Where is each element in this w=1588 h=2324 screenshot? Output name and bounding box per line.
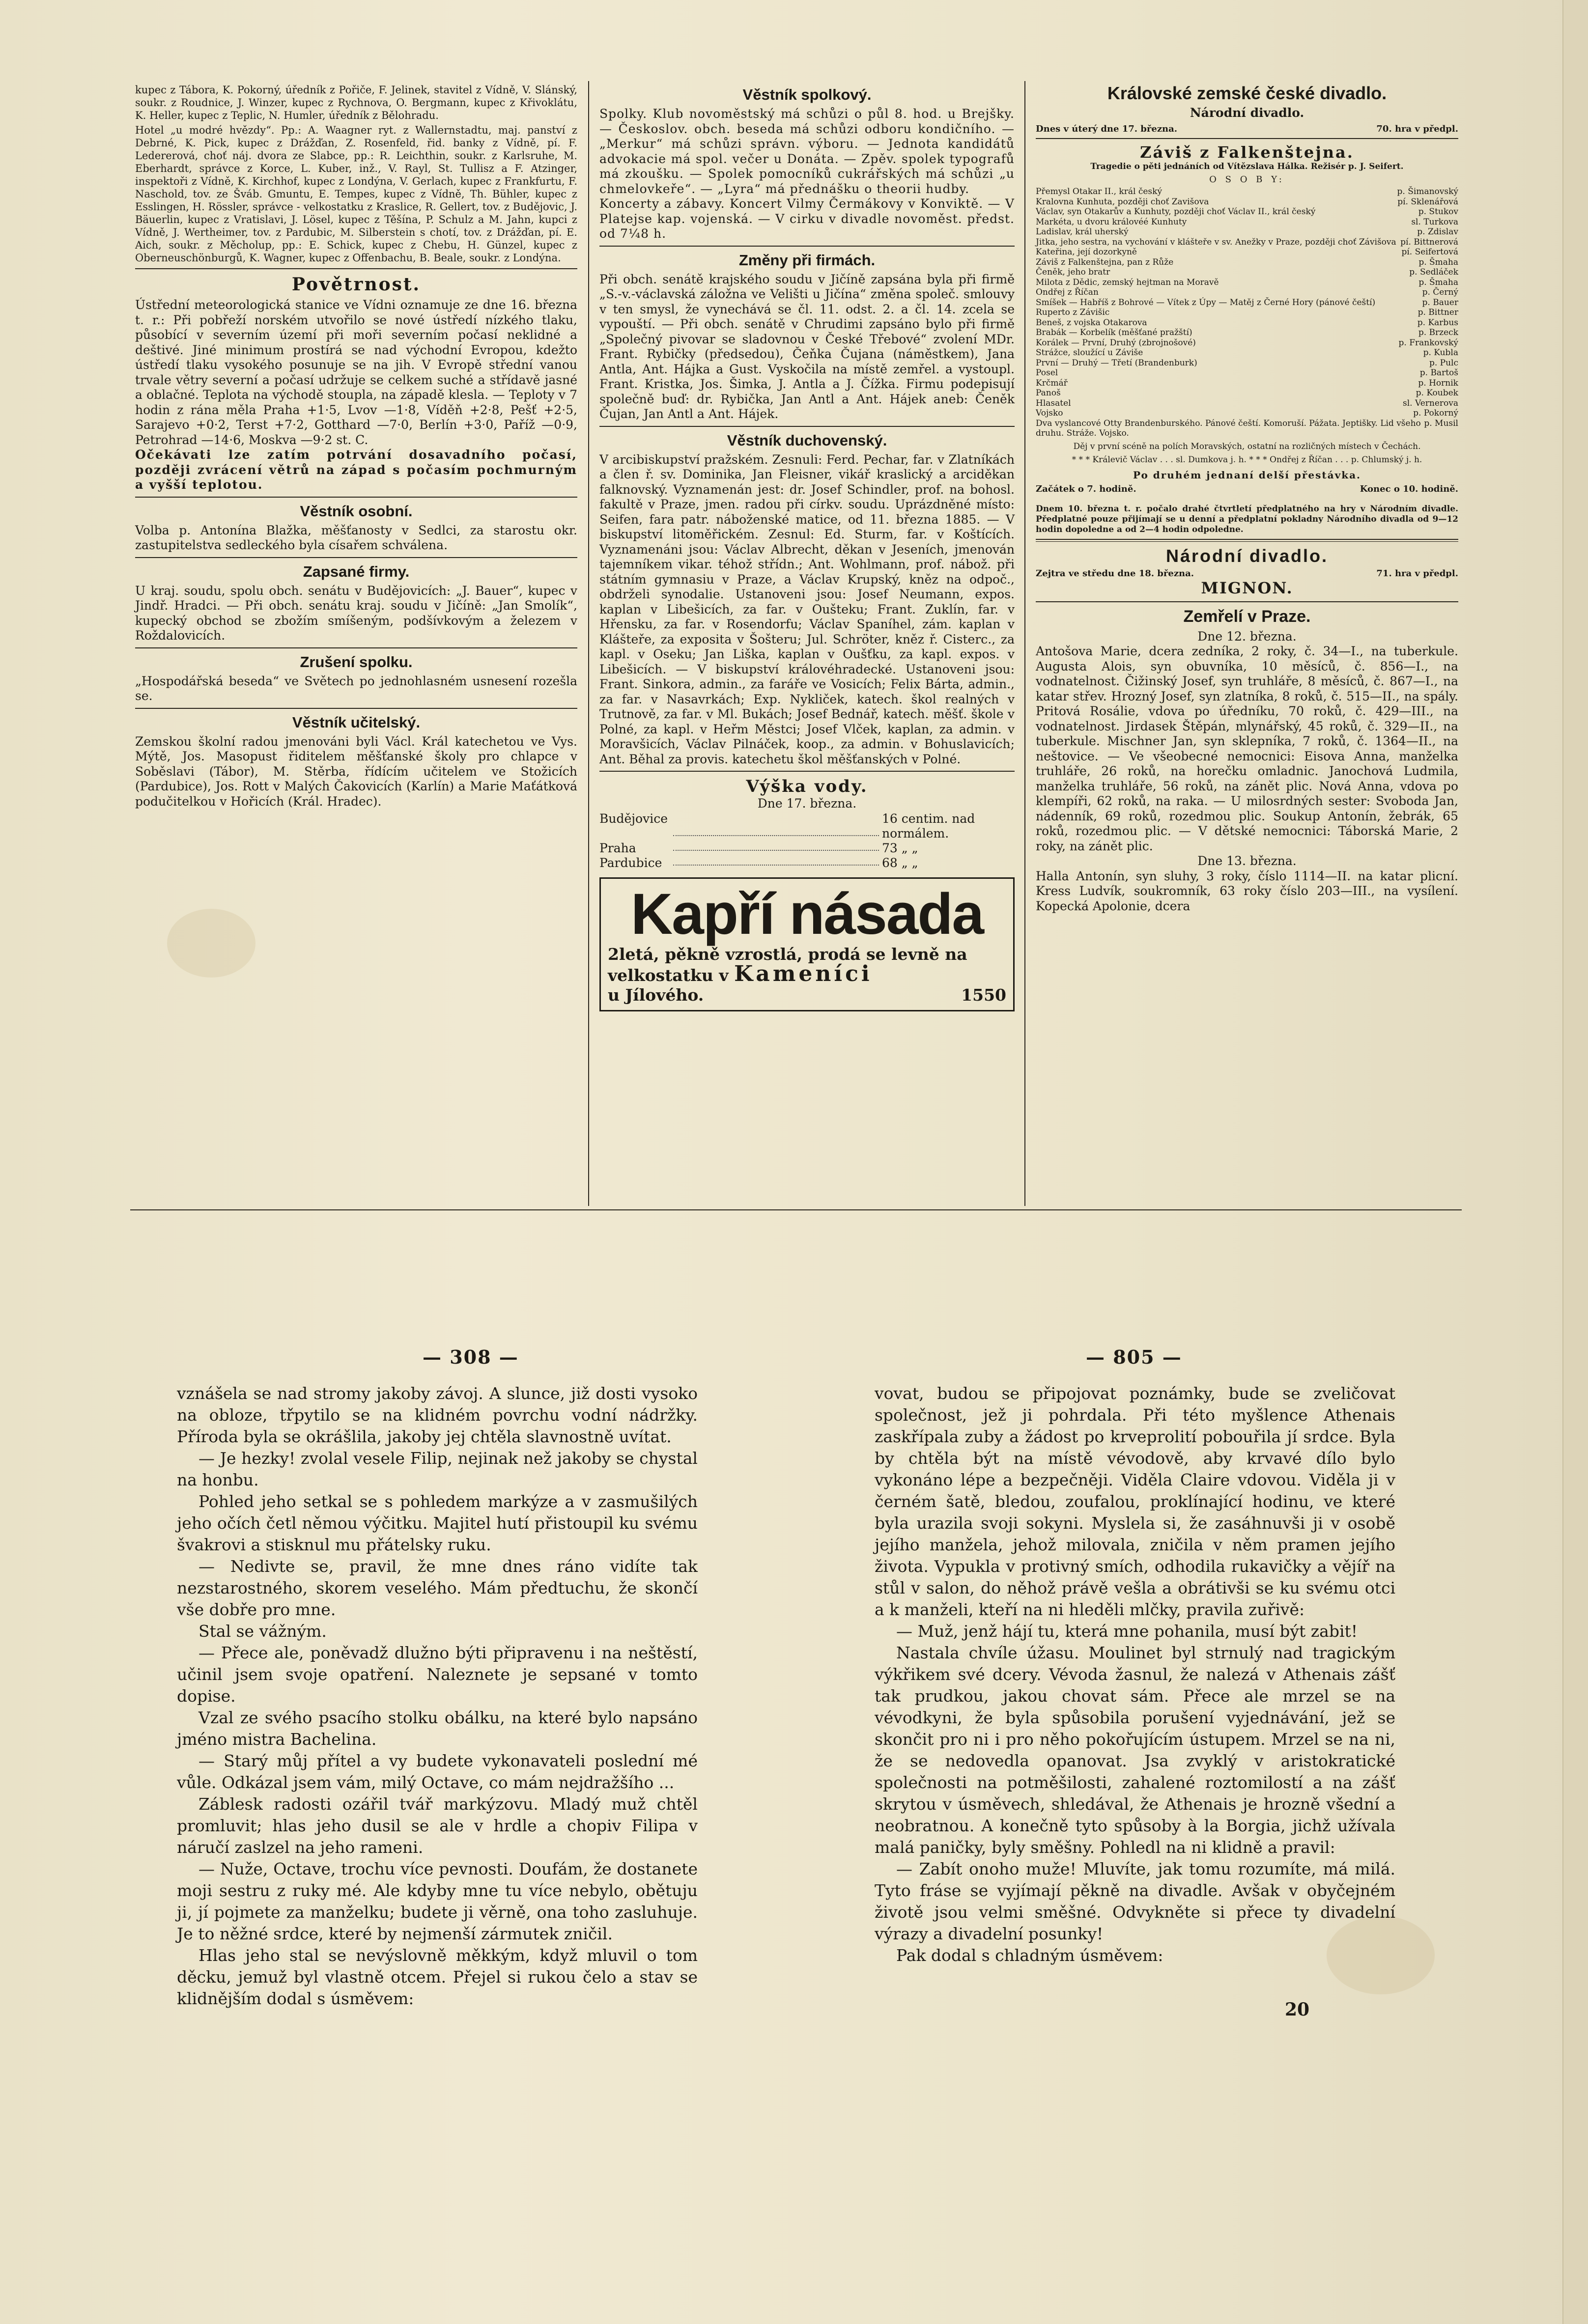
- cast-row: Vojsko p. Pokorný: [1036, 408, 1458, 418]
- personal-text: Volba p. Antonína Blažka, měšťanosty v Sedlci, za starostu okr. zastupitelstva sedleckého byla císařem schválena.: [135, 523, 577, 552]
- water-row: Praha 73 „ „: [599, 840, 918, 855]
- cast-row: Smíšek — Habříš z Bohrové — Vítek z Úpy — Matěj z Černé Hory (pánové čeští) p. Bauer: [1036, 297, 1458, 308]
- deaths-text-2: Halla Antonín, syn sluhy, 3 roky, číslo 1114—II. na katar plicní. Kress Ludvík, soukromník, 63 roky číslo 203—III., na vysílení. Kopecká Apolonie, dcera: [1036, 868, 1458, 913]
- cast-row: Korálek — První, Druhý (zbrojnošové) p. Frankovský: [1036, 337, 1458, 348]
- dissolve-heading: Zrušení spolku.: [300, 653, 413, 671]
- cast-row: Jitka, jeho sestra, na vychování v klášteře v sv. Anežky v Praze, později choť Závišova pí. Bittnerová: [1036, 237, 1458, 247]
- hotel-guests-intro: kupec z Tábora, K. Pokorný, úředník z Pořiče, F. Jelinek, stavitel z Vídně, V. Slánský, soukr. z Roudnice, J. Winzer, kupec z Rychnova, O. Bergmann, kupec z Křivoklátu, K. Heller, kupec z Teplic, N. Humler, úředník z Bělohradu.: [135, 84, 577, 121]
- cast-row: Přemysl Otakar II., král český p. Šimanovský: [1036, 187, 1458, 196]
- ad-place: Kameníci: [734, 961, 873, 986]
- cast-row: Beneš, z vojska Otakarova p. Karbus: [1036, 317, 1458, 328]
- column-divider: [1024, 81, 1025, 1206]
- page-number-left: — 308 —: [423, 1346, 519, 1368]
- play-title: Záviš z Falkenštejna.: [1140, 143, 1354, 162]
- theatre-performance-number: 70. hra v předpl.: [1376, 124, 1458, 134]
- divider: [1036, 138, 1458, 139]
- cast-row: Krčmář p. Hornik: [1036, 378, 1458, 388]
- cast-note: Děj v první scéně na polích Moravských, ostatní na rozličných místech v Čechách.: [1073, 441, 1421, 451]
- start-time: Začátek o 7. hodině.: [1036, 483, 1136, 494]
- teacher-text: Zemskou školní radou jmenováni byli Václ. Král katechetou ve Vys. Mýtě, Jos. Masopust řiditelem měšťanské školy pro chlapce v Soběslavi (Tábor), M. Stěrba, řídícím učitelem ve Stožicích (Pardubice), Jos. Rott v Malých Čakovicích (Karlín) a Marie Maťátková podučitelkou v Hořicích (Král. Hradec).: [135, 734, 577, 809]
- cast-row: Brabák — Korbelík (měšťané pražští) p. Brzeck: [1036, 328, 1458, 337]
- column-top-middle: [599, 81, 1015, 1206]
- divider: [599, 426, 1015, 427]
- page-edge: [1562, 0, 1588, 2324]
- intermission-note: Po druhém jednaní delší přestávka.: [1133, 469, 1361, 481]
- theatre2-play: MIGNON.: [1201, 578, 1293, 597]
- water-row: Budějovice 16 centim. nad normálem.: [599, 811, 975, 840]
- ad-text-end: u Jílového.: [608, 985, 704, 1005]
- column-bottom-left: [177, 1383, 698, 2008]
- advertisement-box: [599, 877, 1015, 1011]
- divider: [135, 557, 577, 558]
- cast-row: Dva vyslancové Otty Brandenburského. Pánové čeští. Komoruší. Pážata. Jeptišky. Lid všeho druhu. Stráže. Vojsko. p. Musil: [1036, 418, 1458, 438]
- section-divider: [130, 1209, 1462, 1210]
- theatre-subheading: Národní divadlo.: [1190, 106, 1304, 120]
- column-top-left: [135, 84, 577, 1204]
- firms-text: U kraj. soudu, spolu obch. senátu v Budějovicích: „J. Bauer“, kupec v Jindř. Hradci. — Při obch. senátu kraj. soudu v Jičíně: „Jan Smolík“, kupecký obchod se zbožím smíšeným, podšívkovým a železem v Roždalovicích.: [135, 583, 577, 643]
- theatre2-heading: Národní divadlo.: [1165, 545, 1329, 566]
- theatre2-date: Zejtra ve středu dne 18. března.: [1036, 568, 1194, 579]
- guest-performers: * * * Králevič Václav . . . sl. Dumkova j. h. * * * Ondřej z Říčan . . . p. Chlumský j. h.: [1072, 454, 1422, 465]
- divider: [599, 246, 1015, 247]
- cast-list: [1036, 187, 1458, 439]
- play-info: Tragedie o pěti jednáních od Vítězslava Hálka. Režisér p. J. Seifert.: [1090, 162, 1404, 171]
- column-bottom-right: [875, 1383, 1395, 1992]
- divider: [1036, 601, 1458, 602]
- deaths-heading: Zemřelí v Praze.: [1183, 607, 1311, 626]
- divider: [135, 268, 577, 269]
- cast-row: Záviš z Falkenštejna, pan z Růže p. Šmaha: [1036, 257, 1458, 267]
- subscription-notice: Dnem 10. března t. r. počalo drahé čtvrtletí předplatného na hry v Národním divadle. Předplatné pouze přijímají se u denní a předplatní pokladny Národního divadla od 9—12 hodin dopoledne a od 2—4 hodin odpoledne.: [1036, 504, 1458, 534]
- divider: [1036, 539, 1458, 542]
- column-top-right: [1036, 81, 1458, 1206]
- page-number-bottom: 20: [1285, 1999, 1310, 2020]
- cast-row: Ladislav, král uherský p. Zdislav: [1036, 227, 1458, 237]
- weather-heading: Povětrnost.: [291, 274, 421, 295]
- cast-row: Čeněk, jeho bratr p. Sedláček: [1036, 267, 1458, 277]
- water-date: Dne 17. března.: [757, 796, 857, 811]
- ad-text: 2letá, pěkně vzrostlá, prodá se levně na velkostatku v Kameníci: [608, 944, 967, 986]
- associations-heading: Věstník spolkový.: [742, 86, 872, 103]
- weather-forecast: Očekávati lze zatím potrvání dosavadního počasí, později zvrácení větrů na západ s počasím pochmurným a vyšší teplotou.: [135, 448, 577, 492]
- cast-row: Václav, syn Otakarův a Kunhuty, později choť Václav II., král český p. Stukov: [1036, 207, 1458, 217]
- dissolve-text: „Hospodářská beseda“ ve Světech po jednohlasném usnesení rozešla se.: [135, 673, 577, 703]
- novel-text-left: vznášela se nad stromy jakoby závoj. A slunce, již dosti vysoko na obloze, třpytilo se na klidném povrchu vodní nádržky. Příroda byla se okrášlila, jakoby jej chtěla slavnostně uvítat. — Je hezky! zvolal vesele Filip, nejinak než jakoby se chystal na honbu. Pohled jeho setkal se s pohledem markýze a v zasmušilých jeho očích četl němou výčitku. Majitel hutí přistoupil ku svému švakrovi a stisknul mu přátelsky ruku. — Nedivte se, pravil, že mne dnes ráno vidíte tak nezstarostného, skorem veselého. Mám předtuchu, že skončí vše dobře pro mne. Stal se vážným. — Přece ale, poněvadž dlužno býti připravenu i na neštěstí, učinil jsem svoje opatření. Naleznete je sepsané v tomto dopise. Vzal ze svého psacího stolku obálku, na které bylo napsáno jméno mistra Bachelina. — Starý můj přítel a vy budete vykonavateli poslední mé vůle. Odkázal jsem vám, milý Octave, co mám nejdražšího ... Záblesk radosti ozářil tvář markýzovu. Mladý muž chtěl promluvit; hlas jeho dusil se ale v hrdle a chopiv Filipa v náručí zaslzel na jeho rameni. — Nuže, Octave, trochu více pevnosti. Doufám, že dostanete moji sestru z ruky mé. Ale kdyby mne tu více nebylo, obětuju ji, jí pojmete za manželku; budete ji věrně, ona toho zasluhuje. Je to něžné srdce, které by nejmenší zármutek zničil. Hlas jeho stal se nevýslovně měkkým, když mluvil o tom děcku, jemuž byl vlastně otcem. Přejel si rukou čelo a stav se klidnějším dodal s úsměvem:: [177, 1384, 698, 2008]
- clergy-heading: Věstník duchovenský.: [727, 431, 887, 449]
- divider: [135, 497, 577, 498]
- theatre-heading: Královské zemské české divadlo.: [1107, 83, 1387, 103]
- cast-row: Strážce, sloužící u Záviše p. Kubla: [1036, 348, 1458, 358]
- deaths-date-2: Dne 13. března.: [1197, 854, 1297, 868]
- firm-changes-text: Při obch. senátě krajského soudu v Jičíně zapsána byla při firmě „S.-v.-václavská záložna ve Velišti u Jičína“ změna společ. smlouvy v ten smysl, že vynechává se čl. 11. odst. 2. a čl. 14. zcela se vypouští. — Při obch. senátě v Chrudimi zapsáno bylo při firmě „Společný pivovar se sladovnou v České Třebové“ zvolení MDr. Frant. Rybičky (předsedou), Čeňka Čujana (náměstkem), Jana Antla, Ant. Hájka a Gust. Vyskočila na místě zemřel. a vystoupl. Frant. Kristka, Jos. Šimka, J. Antla a J. Čížka. Firmu podepisují společně buď: dr. Rybička, Jan Antl a Ant. Hájek aneb: Čeněk Čujan, Jan Antl a Ant. Hájek.: [599, 272, 1015, 421]
- deaths-date: Dne 12. března.: [1197, 629, 1297, 644]
- firms-heading: Zapsané firmy.: [303, 562, 410, 580]
- page-number-right: — 805 —: [1086, 1346, 1182, 1368]
- cast-row: Posel p. Bartoš: [1036, 368, 1458, 378]
- associations-text: Spolky. Klub novoměstský má schůzi o půl 8. hod. u Brejšky. — Českoslov. obch. beseda má schůzi odboru kondičního. — „Merkur“ má schůzi správn. výboru. — Jednota kandidátů advokacie má spol. večer u Donáta. — Zpěv. spolek typografů má zkoušku. — Spolek pomocníků cukrářských má schůzi „u chmelovkeře“. — „Lyra“ má přednášku o theorii hudby.: [599, 107, 1015, 196]
- theatre-date: Dnes v úterý dne 17. března.: [1036, 124, 1178, 134]
- divider: [599, 771, 1015, 772]
- novel-text-right: vovat, budou se připojovat poznámky, bude se zveličovat společnost, jež ji pohrdala. Při této myšlence Athenais zaskřípala zuby a žádost po krveprolití pobouřila jí srdce. Byla by chtěla být na místě vévodově, aby krvavé dílo bylo vykonáno lépe a bezpečněji. Viděla Claire vdovou. Viděla ji v černém šatě, bledou, zoufalou, proklínající hodinu, ve které byla urazila svoji sokyni. Myslela si, že zasáhnuvši ji v osobě jejího manžela, jehož milovala, zničila v něm pramen jejího života. Vypukla v protivný smích, odhodila rukavičky a vějíř na stůl v salon, do něhož právě vešla a obrátivši se ku svému otci a k manželi, kteří na ni hleděli mlčky, pravila zuřivě: — Muž, jenž hájí tu, která mne pohanila, musí být zabit! Nastala chvíle úžasu. Moulinet byl strnulý nad tragickým výkřikem své dcery. Vévoda žasnul, že nalezá v Athenais zášť tak prudkou, jakou chovat sám. Přece ale mrzel se na vévodkyni, že byla spůsobila porušení vyjednávání, jež se skončit pro ni i pro něho pokořujícím ústupem. Mrzel se na ni, že se nedovedla opanovat. Jsa zvyklý v aristokratické společnosti na potměšilosti, zahalené roztomilostí a na zášť skrytou v úsměvech, shledával, že Athenais je hrozně všední a neobratnou. A konečně tyto spůsoby à la Borgia, jichž užívala malá paničky, byly směšny. Pohledl na ni klidně a pravil: — Zabít onoho muže! Mluvíte, jak tomu rozumíte, má milá. Tyto fráse se vyjímají pěkně na divadle. Avšak v obyčejném životě jsou velmi směšné. Odvykněte si přece ty divadelní výrazy a divadelní posunky! Pak dodal s chladným úsměvem:: [875, 1384, 1395, 1965]
- hotel-modra-hvezda: Hotel „u modré hvězdy“. Pp.: A. Waagner ryt. z Wallernstadtu, maj. panství z Debrné, K. Pick, kupec z Drážďan, Z. Rosenfeld, řid. banky z Vídně, pí. F. Ledererová, choť náj. dvora ze Slabce, pp.: R. Leichthin, soukr. z Karlsruhe, M. Eberhardt, správce z Korce, L. Kuber, inž., V. Rayl, St. Tullisz a F. Atzinger, inspektoři z Vídně, K. Kirchhof, kupec z Londýna, V. Gerlach, kupec z Frankfurtu, F. Naschold, tov. ze Šváb. Gmuntu, E. Tempes, kupec z Vídně, Th. Bühler, kupec z Esslingen, H. Rössler, správce - velkostatku z Kraslice, R. Gellert, tov. z Budějovic, J. Bäuerlin, kupec z Vratislavi, J. Lösel, kupec z Těšína, P. Schulz a M. Jahn, kupci z Vídně, J. Wertheimer, tov. z Pardubic, M. Silberstein s chotí, tov. z Drážďan, pí. E. Aich, soukr. z Měcholup, pp.: E. Schick, kupec z Chebu, H. Günzel, kupec z Oberneuschönburgů, K. Wagner, kupec z Offenbachu, B. Beale, soukr. z Londýna.: [135, 124, 577, 264]
- firm-changes-heading: Změny při firmách.: [738, 251, 876, 269]
- cast-row: Markéta, u dvoru královéé Kunhuty sl. Turkova: [1036, 217, 1458, 227]
- cast-row: Kateřina, její dozorkyně pí. Seifertová: [1036, 247, 1458, 257]
- persons-heading: O S O B Y:: [1209, 174, 1285, 185]
- ad-number: 1550: [961, 985, 1006, 1005]
- divider: [135, 708, 577, 709]
- water-heading: Výška vody.: [746, 777, 868, 796]
- cast-row: Kralovna Kunhuta, později choť Zavišova pí. Sklenářová: [1036, 196, 1458, 207]
- ad-title: Kapří násada: [630, 881, 984, 947]
- teacher-heading: Věstník učitelský.: [292, 713, 421, 731]
- cast-row: Hlasatel sl. Vernerova: [1036, 398, 1458, 408]
- cast-row: Milota z Dědic, zemský hejtman na Moravě p. Šmaha: [1036, 277, 1458, 287]
- end-time: Konec o 10. hodině.: [1360, 483, 1458, 494]
- cast-row: Panoš p. Koubek: [1036, 388, 1458, 398]
- column-divider: [588, 81, 589, 1206]
- cast-row: Ruperto z Závišic p. Bittner: [1036, 308, 1458, 317]
- theatre2-performance-number: 71. hra v předpl.: [1376, 568, 1458, 579]
- water-table: [599, 812, 1015, 870]
- water-row: Pardubice 68 „ „: [599, 855, 918, 870]
- clergy-text: V arcibiskupství pražském. Zesnuli: Ferd. Pechar, far. v Zlatníkách a člen ř. sv. Dominika, Jan Fleisner, vikář kraslický a arciděkan falknovský. Vyznamenán jest: dr. Josef Schindler, prof. na bohosl. fakultě v Praze, jmen. radou při církv. soudu. Uprázdněné místo: Seifen, fara patr. náboženské matice, od 11. března 1885. — V biskupství litoměřickém. Zesnul: Ed. Sturm, far. v Koštících. Vyznamenáni jsou: Václav Albrecht, děkan v Jeseních, jmenován tajemníkem vikar. téhož střídn.; Ant. Wohlmann, prof. nábož. při státním gymnasiu v Praze, a Václav Krupský, kněz na odpoč., obdrželi synodalie. Ustanoveni jsou: Josef Neumann, expos. kaplan v Libešicích, za far. v Oušteku; Frant. Zuklín, far. v Hřensku, za far. v Rosendorfu; Václav Spaníhel, zám. kaplan v Klášteře, za exposita v Šošteru; Jul. Schröter, kněz ř. Cisterc., za kapl. v Oseku; Jan Liška, kaplan v Oušťku, za kapl. expos. v Libešicích. — V biskupství královéhradecké. Ustanoveni jsou: Frant. Sinkora, admin., za faráře ve Vosicích; Felix Bárta, admin., za far. v Nasavrkách; Exp. Nykliček, katech. škol realných v Trutnově, za far. v Ml. Bukách; Josef Bednář, katech. měšť. škole v Polné, za kapl. v Heřm Městci; Josef Vlček, kaplan, za admin. v Moravšicích, Václav Pilnáček, koop., za admin. v Bohuslavicích; Ant. Běhal za provis. katechetu škol měšťanských v Polné.: [599, 452, 1015, 766]
- divider: [135, 647, 577, 648]
- personal-heading: Věstník osobní.: [300, 502, 413, 520]
- concerts-text: Koncerty a zábavy. Koncert Vilmy Čermákovy v Konviktě. — V Platejse kap. vojenská. — V cirku v divadle novoměst. předst. od 7¼8 h.: [599, 196, 1015, 241]
- cast-row: Ondřej z Říčan p. Černý: [1036, 287, 1458, 297]
- deaths-text: Antošova Marie, dcera zedníka, 2 roky, č. 34—I., na tuberkule. Augusta Alois, syn obuvníka, 10 měsíců, č. 856—I., na vodnatelnost. Čižinský Josef, syn truhláře, 8 měsíců, č. 867—I., na katar střev. Hrozný Josef, syn zlatníka, 8 roků, č. 515—II., na spály. Pritová Rosálie, vdova po úředníku, 70 roků, č. 429—III., na vodnatelnost. Jirdasek Štěpán, mlynářský, 45 roků, č. 329—II., na tuberkule. Mischner Jan, syn sklepníka, 7 roků, č. 1364—II., na neštovice. — Ve všeobecné nemocnici: Eisova Anna, manželka truhláře, 26 roků, na horečku omladnic. Janochová Ludmila, manželka truhláře, 56 roků, na zánět plic. Nová Anna, vdova po klempíři, 62 roků, na raka. — U milosrdných sester: Svoboda Jan, nádenník, 69 roků, rozedmou plic. Soukup Antonín, žebrák, 65 roků, rozedmou plic. — V dětské nemocnici: Táborská Marie, 2 roky, na zánět plic.: [1036, 644, 1458, 853]
- weather-text: Ústřední meteorologická stanice ve Vídni oznamuje ze dne 16. března t. r.: Při pobřeží norském utvořilo se nové ústředí nízkého tlaku, působící v severním území při moři severním počasí neklidné a deštivé. Jiné minimum prostírá se nad východní Evropou, kdežto ústředí tlaku vysokého posunuje se na jih. V Evropě střední vanou trvale větry severní a počasí udržuje se celkem suché a střídavě jasné a oblačné. Teplota na východě stoupla, na západě klesla. — Teploty v 7 hodin z rána měla Praha +1·5, Lvov —1·8, Víděň +2·8, Pešť +2·5, Sarajevo +0·2, Terst +7·2, Gotthard —7·0, Berlín +3·0, Paříž —0·9, Petrohrad —14·6, Moskva —9·2 st. C.: [135, 298, 577, 447]
- cast-row: První — Druhý — Třetí (Brandenburk) p. Pulc: [1036, 358, 1458, 368]
